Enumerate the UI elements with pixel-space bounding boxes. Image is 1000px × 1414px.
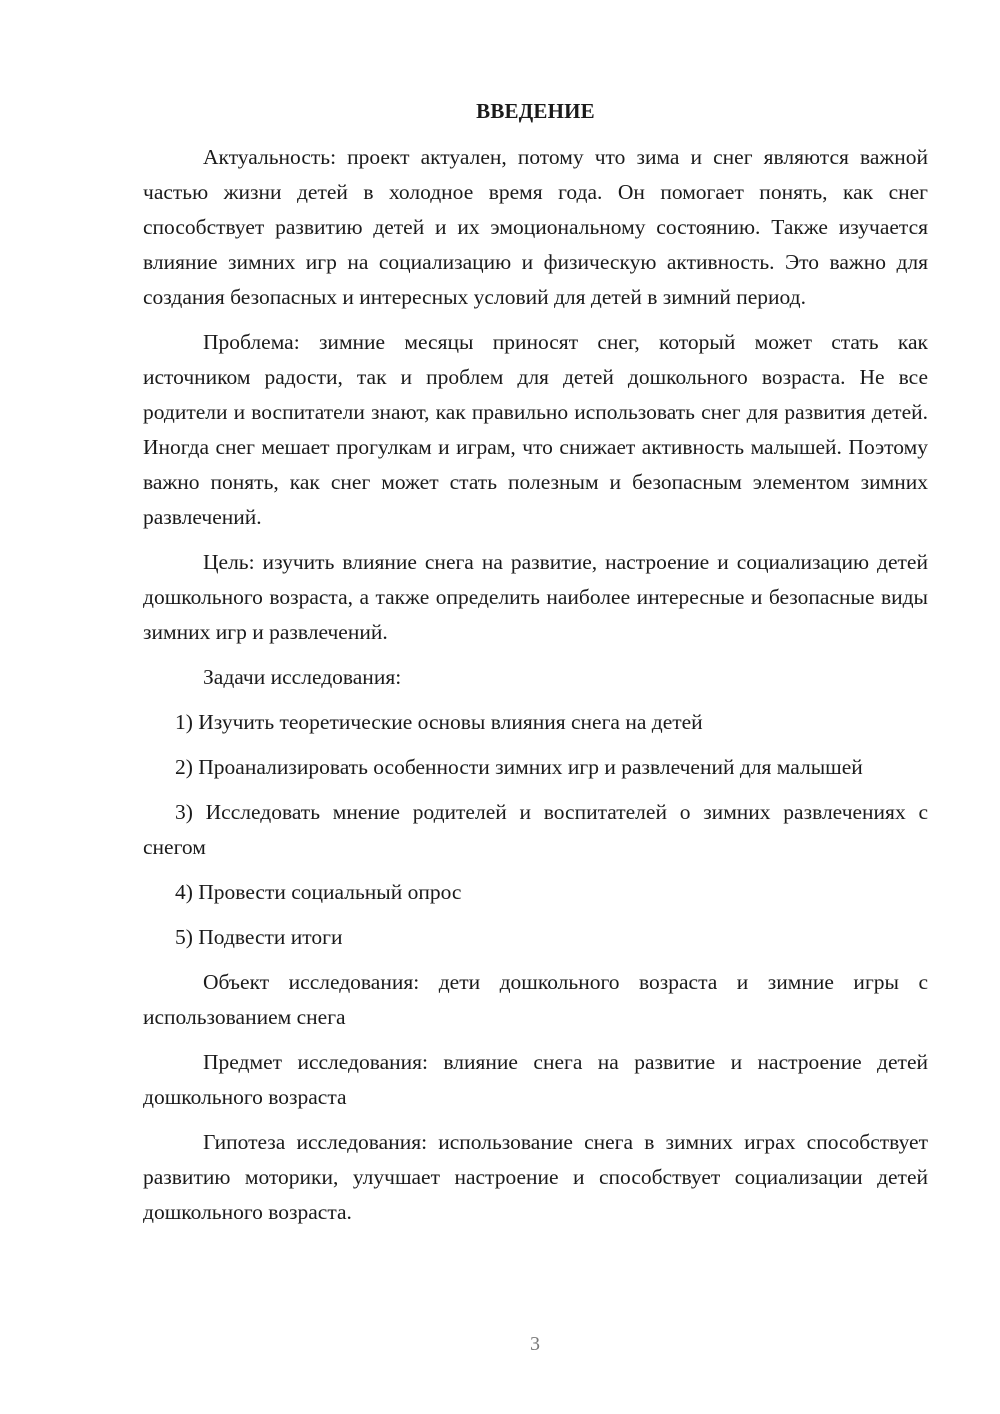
page-content — [143, 96, 928, 1230]
task-item-1: 1) Изучить теоретические основы влияния снега на детей — [175, 710, 703, 734]
task-item-3: 3) Исследовать мнение родителей и воспитателей о зимних развлечениях с снегом — [143, 800, 928, 859]
task-item-4: 4) Провести социальный опрос — [175, 880, 462, 904]
paragraph-problem: Проблема: зимние месяцы приносят снег, который может стать как источником радости, так и проблем для детей дошкольного возраста. Не все родители и воспитатели знают, как правильно использовать снег для развития детей. Иногда снег мешает прогулкам и играм, что снижает активность малышей. Поэтому важно понять, как снег может стать полезным и безопасным элементом зимних развлечений. — [143, 330, 928, 529]
paragraph-relevance: Актуальность: проект актуален, потому что зима и снег являются важной частью жизни детей в холодное время года. Он помогает понять, как снег способствует развитию детей и их эмоциональному состоянию. Также изучается влияние зимних игр на социализацию и физическую активность. Это важно для создания безопасных и интересных условий для детей в зимний период. — [143, 145, 928, 309]
tasks-heading: Задачи исследования: — [203, 665, 402, 689]
paragraph-goal: Цель: изучить влияние снега на развитие, настроение и социализацию детей дошкольного возраста, а также определить наиболее интересные и безопасные виды зимних игр и развлечений. — [143, 550, 928, 644]
paragraph-subject: Предмет исследования: влияние снега на развитие и настроение детей дошкольного возраста — [143, 1050, 928, 1109]
paragraph-hypothesis: Гипотеза исследования: использование снега в зимних играх способствует развитию моторики, улучшает настроение и способствует социализации детей дошкольного возраста. — [143, 1130, 928, 1224]
paragraph-object: Объект исследования: дети дошкольного возраста и зимние игры с использованием снега — [143, 970, 928, 1029]
task-item-2: 2) Проанализировать особенности зимних игр и развлечений для малышей — [175, 755, 863, 779]
task-item-5: 5) Подвести итоги — [175, 925, 343, 949]
page-number: 3 — [530, 1333, 540, 1355]
section-title: ВВЕДЕНИЕ — [476, 99, 595, 123]
